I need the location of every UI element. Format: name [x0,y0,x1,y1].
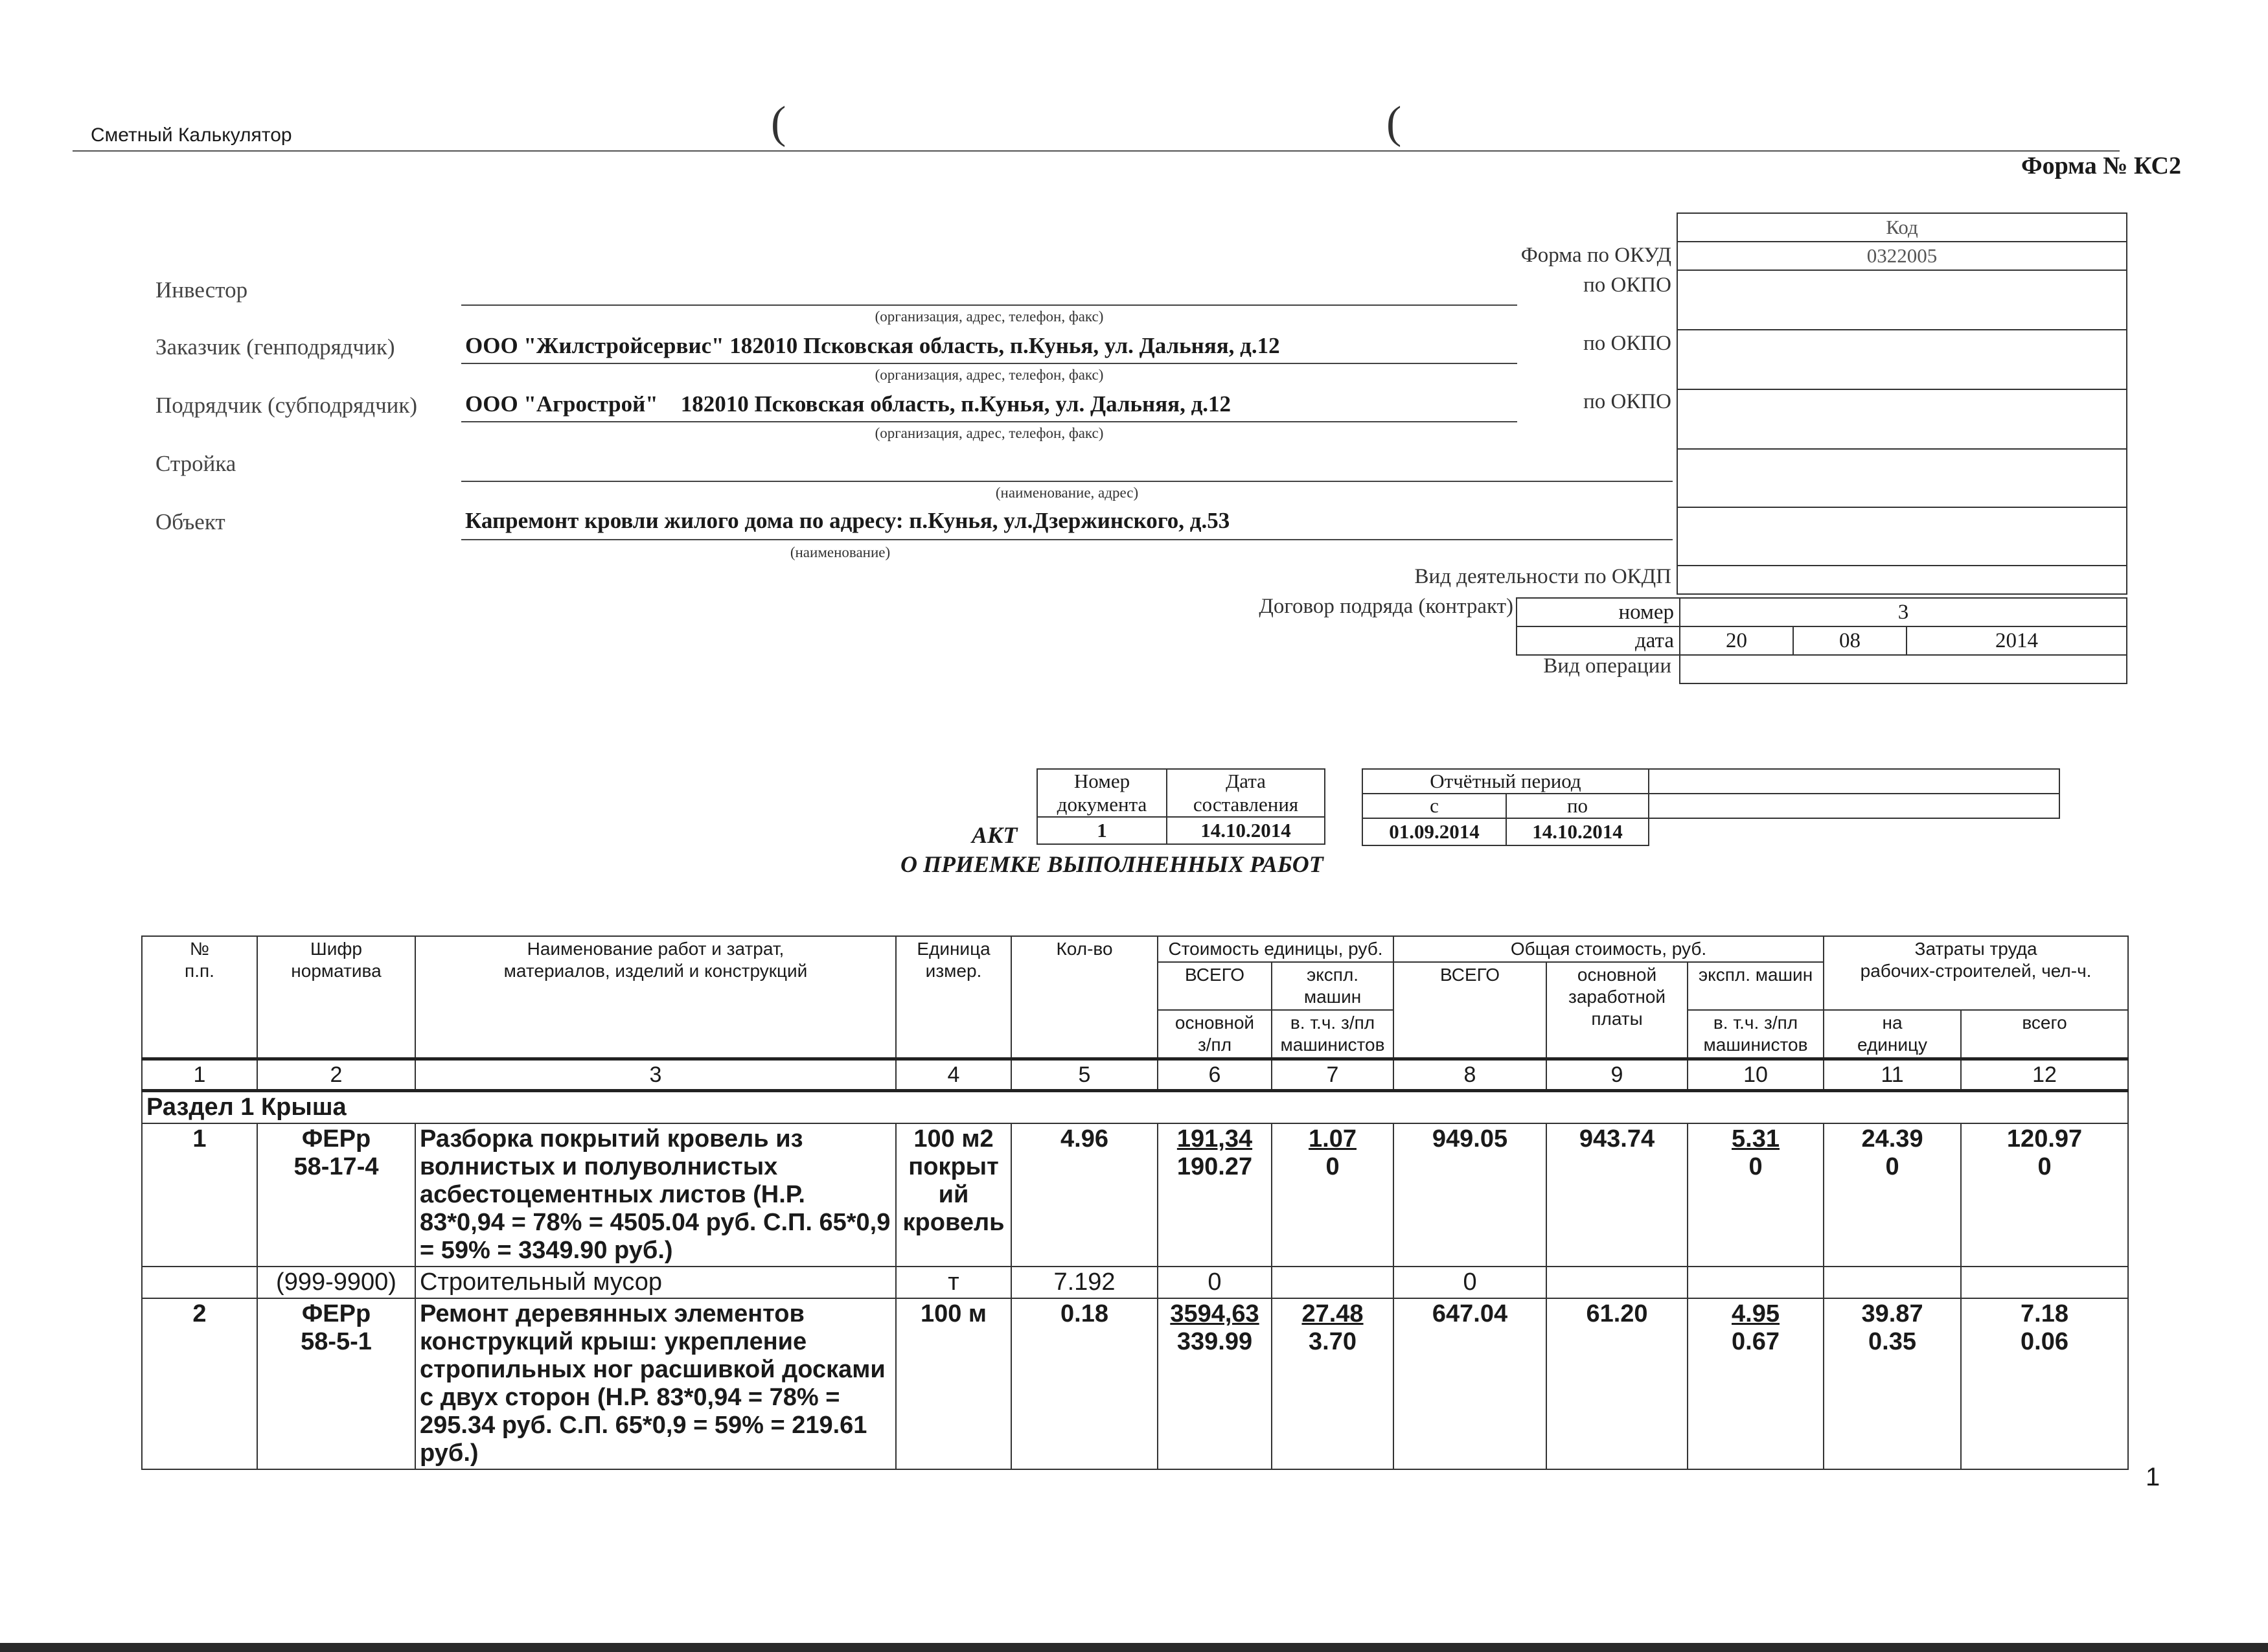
row-unit-machines-total: 27.48 [1301,1300,1364,1327]
row-labor-total-b: 0.06 [2021,1328,2069,1355]
row-name: Ремонт деревянных элементов конструкций крыш: укрепление стропильных ног расшивкой досками с двух сторон (Н.Р. 83*0,94 = 78% = 295.34 руб. С.П. 65*0,9 = 59% = 219.61 руб.) [415,1298,896,1469]
row-machines-total: 4.95 [1732,1300,1780,1327]
header-incl-wage: в. т.ч. з/пл машинистов [1272,1010,1393,1059]
period-from: 01.09.2014 [1362,818,1506,845]
site-line [461,481,1673,482]
header-qty: Кол-во [1011,936,1158,1059]
object-code-cell [1677,507,2127,566]
header-total: всего [1961,1010,2128,1059]
form-number: Форма № КС2 [2021,152,2181,179]
document-table [1037,768,1325,845]
row-labor-unit-a: 39.87 [1861,1300,1923,1327]
row-unit: 100 м2 покрыт ий кровель [896,1123,1011,1267]
row-machines [1688,1298,1824,1469]
period-head: Отчётный период [1362,769,1649,794]
doc-date-head [1167,769,1325,817]
okud-label: Форма по ОКУД [1520,244,1671,267]
okdp-label: Вид деятельности по ОКДП [1414,565,1671,588]
header-total-cost: Общая стоимость, руб. [1393,936,1824,962]
row-unit-cost: 0 [1158,1267,1272,1298]
row-labor-total [1961,1123,2128,1267]
doc-number-head [1037,769,1167,817]
period-to-label: по [1506,794,1649,818]
site-label: Стройка [155,451,236,476]
contractor-value: ООО "Агрострой" 182010 Псковская область, п.Кунья, ул. Дальняя, д.12 [465,391,1231,417]
okpo-investor-cell [1677,270,2127,330]
period-blank [1649,769,2059,794]
codes-table [1677,212,2127,595]
row-qty: 7.192 [1011,1267,1158,1298]
row-labor-total [1961,1298,2128,1469]
row-machines-total: 5.31 [1732,1125,1780,1153]
investor-line [461,304,1517,306]
row-total: 949.05 [1393,1123,1546,1267]
header-unit: Единица измер. [896,936,1011,1059]
col-number: 3 [415,1059,896,1091]
col-number: 8 [1393,1059,1546,1091]
customer-value: ООО "Жилстройсервис" 182010 Псковская область, п.Кунья, ул. Дальняя, д.12 [465,333,1280,358]
row-labor-total-a: 120.97 [2006,1125,2083,1153]
contract-label: Договор подряда (контракт) [1259,595,1513,618]
table-row [142,1298,2128,1469]
col-number: 9 [1546,1059,1688,1091]
header-labor: Затраты труда рабочих-строителей, чел-ч. [1824,936,2128,1010]
row-machines-wage: 0.67 [1732,1328,1780,1355]
row-unit: т [896,1267,1011,1298]
col-number: 12 [1961,1059,2128,1091]
okpo-customer-cell [1677,330,2127,389]
table-row [142,1267,2128,1298]
header-all: ВСЕГО [1158,962,1272,1010]
app-title: Сметный Калькулятор [91,124,292,146]
row-num: 1 [142,1123,257,1267]
operation-cell [1680,655,2127,683]
period-table [1362,768,2060,846]
row-qty: 0.18 [1011,1298,1158,1469]
period-to: 14.10.2014 [1506,818,1649,845]
doc-number-head-1: Номер [1073,770,1130,792]
row-machines [1688,1123,1824,1267]
row-labor-unit [1824,1298,1961,1469]
col-number: 2 [257,1059,415,1091]
row-basic-pay: 61.20 [1546,1298,1688,1469]
row-machines-wage: 0 [1748,1153,1763,1180]
row-num: 2 [142,1298,257,1469]
row-name: Разборка покрытий кровель из волнистых и полуволнистых асбестоцементных листов (Н.Р. 83*0,94 = 78% = 4505.04 руб. С.П. 65*0,9 = 59% = 3349.90 руб.) [415,1123,896,1267]
contract-date-year: 2014 [1907,626,2127,655]
row-unit-machines-wage: 0 [1325,1153,1340,1180]
header-rule [73,150,2120,152]
row-code: ФЕРр 58-5-1 [257,1298,415,1469]
row-labor-unit-a: 24.39 [1861,1125,1923,1153]
doc-number: 1 [1037,817,1167,844]
header-unit-cost: Стоимость единицы, руб. [1158,936,1393,962]
act-title: О ПРИЕМКЕ ВЫПОЛНЕННЫХ РАБОТ [900,851,1323,877]
row-name: Строительный мусор [415,1267,896,1298]
col-number: 6 [1158,1059,1272,1091]
contract-date-month: 08 [1793,626,1907,655]
object-line [461,539,1673,540]
site-code-cell [1677,449,2127,507]
site-caption: (наименование, адрес) [995,485,1139,501]
row-labor-total-b: 0 [2037,1153,2052,1180]
row-basic-pay: 943.74 [1546,1123,1688,1267]
header-code: Шифр норматива [257,936,415,1059]
row-unit-cost [1158,1123,1272,1267]
col-number: 10 [1688,1059,1824,1091]
row-unit: 100 м [896,1298,1011,1469]
header-basic-wage: основной з/пл [1158,1010,1272,1059]
col-number: 5 [1011,1059,1158,1091]
page-number: 1 [2146,1463,2160,1491]
okpo-label: по ОКПО [1583,332,1671,355]
row-labor-unit-b: 0.35 [1868,1328,1917,1355]
customer-caption: (организация, адрес, телефон, факс) [875,367,1104,383]
doc-date: 14.10.2014 [1167,817,1325,844]
col-number: 1 [142,1059,257,1091]
scan-edge [0,1643,2268,1652]
doc-date-head-2: составления [1193,793,1299,816]
period-from-label: с [1362,794,1506,818]
row-labor-unit [1824,1123,1961,1267]
header-incl-wage-2: в. т.ч. з/пл машинистов [1688,1010,1824,1059]
row-unit-machines [1272,1123,1393,1267]
codes-head: Код [1677,213,2127,242]
row-labor-unit-b: 0 [1885,1153,1899,1180]
row-total: 647.04 [1393,1298,1546,1469]
header-total-all: ВСЕГО [1393,962,1546,1059]
header-name: Наименование работ и затрат, материалов, изделий и конструкций [415,936,896,1059]
act-label: АКТ [972,822,1018,848]
contractor-caption: (организация, адрес, телефон, факс) [875,425,1104,441]
col-number: 7 [1272,1059,1393,1091]
row-unit-cost [1158,1298,1272,1469]
doc-date-head-1: Дата [1226,770,1266,792]
contract-table [1516,597,2127,684]
header-per-unit: на единицу [1824,1010,1961,1059]
period-blank [1649,794,2059,818]
row-unit-cost-wage: 339.99 [1176,1328,1253,1355]
works-table [141,935,2129,1470]
okdp-cell [1677,566,2127,594]
object-label: Объект [155,509,225,534]
okud-code: 0322005 [1677,242,2127,270]
row-unit-machines-total: 1.07 [1309,1125,1357,1153]
row-labor-total-a: 7.18 [2021,1300,2069,1327]
contract-date-day: 20 [1680,626,1793,655]
object-value: Капремонт кровли жилого дома по адресу: п.Кунья, ул.Дзержинского, д.53 [465,508,1230,533]
okpo-label: по ОКПО [1583,390,1671,413]
row-unit-cost-total: 3594,63 [1170,1300,1259,1327]
section-title: Раздел 1 Крыша [142,1091,2128,1124]
header-machines: экспл. машин [1272,962,1393,1010]
contract-number: 3 [1680,598,2127,626]
header-basic-pay: основной заработной платы [1546,962,1688,1059]
doc-number-head-2: документа [1057,793,1147,816]
row-unit-machines-wage: 3.70 [1309,1328,1357,1355]
contractor-line [461,421,1517,422]
investor-label: Инвестор [155,277,248,303]
customer-label: Заказчик (генподрядчик) [155,334,395,360]
scan-mark: ( [1386,98,1402,148]
customer-line [461,363,1517,364]
row-unit-cost-wage: 190.27 [1176,1153,1253,1180]
contract-number-label: номер [1517,598,1680,626]
contractor-label: Подрядчик (субподрядчик) [155,393,418,418]
row-code: (999-9900) [257,1267,415,1298]
okpo-label: по ОКПО [1583,273,1671,297]
header-machines-2: экспл. машин [1688,962,1824,1010]
row-code: ФЕРр 58-17-4 [257,1123,415,1267]
col-number: 4 [896,1059,1011,1091]
table-row [142,1123,2128,1267]
header-num: № п.п. [142,936,257,1059]
row-unit-machines [1272,1298,1393,1469]
contract-date-label: дата [1517,626,1680,655]
col-number: 11 [1824,1059,1961,1091]
object-caption: (наименование) [790,544,891,560]
row-qty: 4.96 [1011,1123,1158,1267]
okpo-contractor-cell [1677,389,2127,449]
row-unit-cost-total: 191,34 [1176,1125,1253,1153]
scan-mark: ( [771,98,786,148]
row-total: 0 [1393,1267,1546,1298]
investor-caption: (организация, адрес, телефон, факс) [875,308,1104,325]
operation-label: Вид операции [1543,654,1671,678]
